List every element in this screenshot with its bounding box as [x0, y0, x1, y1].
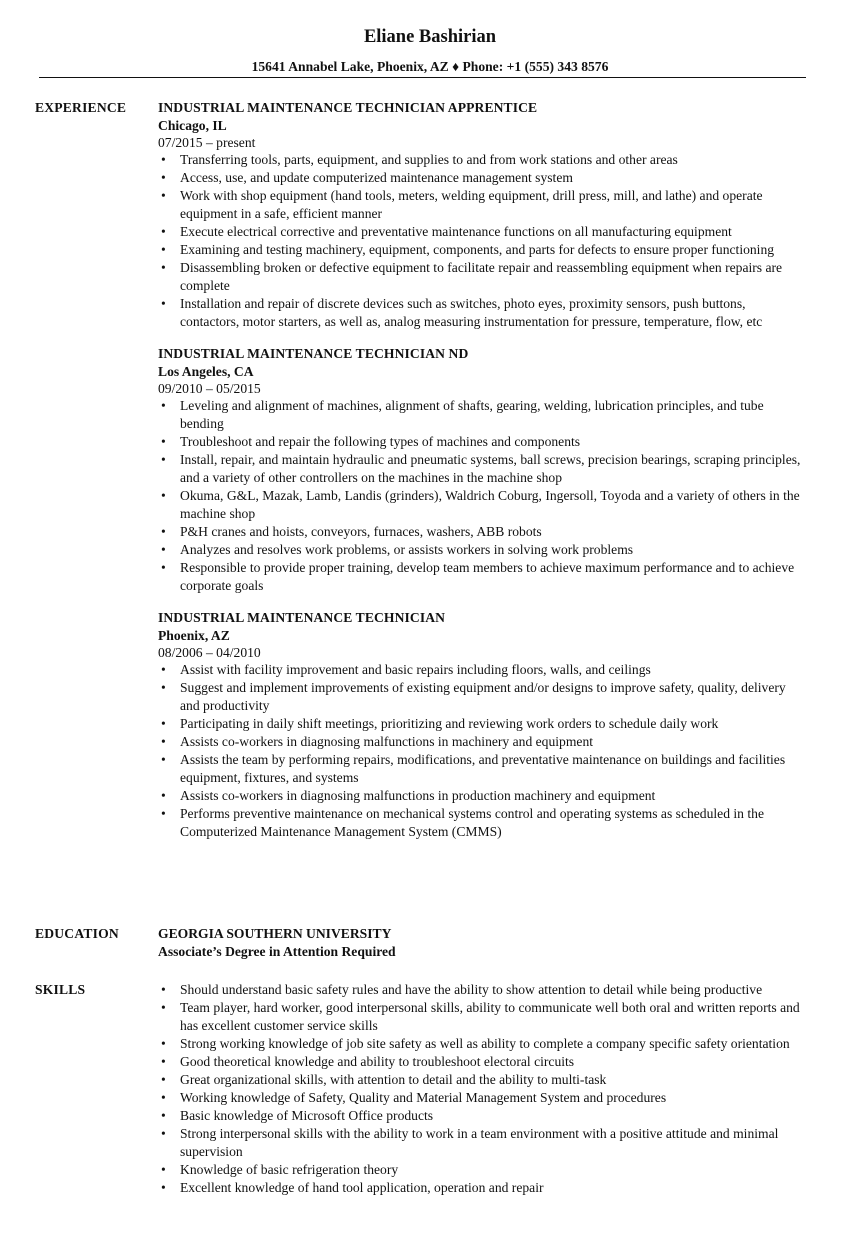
list-item: • Performs preventive maintenance on mechanical systems control and operating systems as scheduled in the Computerized Maintenance Management System (CMMS) [158, 805, 808, 841]
list-item: • P&H cranes and hoists, conveyors, furnaces, washers, ABB robots [158, 523, 808, 541]
list-item: • Access, use, and update computerized maintenance management system [158, 169, 808, 187]
list-item: • Responsible to provide proper training, develop team members to achieve maximum performance and to achieve corporate goals [158, 559, 808, 595]
candidate-name: Eliane Bashirian [363, 27, 497, 47]
skill-item: • Team player, hard worker, good interpersonal skills, ability to communicate well both oral and written reports and has excellent customer service skills [158, 999, 808, 1035]
job-dates: 09/2010 – 05/2015 [158, 381, 261, 396]
job-title: INDUSTRIAL MAINTENANCE TECHNICIAN APPRENTICE [158, 100, 538, 115]
skill-item: • Knowledge of basic refrigeration theory [158, 1161, 808, 1179]
job-entry [158, 345, 808, 595]
list-item: • Work with shop equipment (hand tools, meters, welding equipment, drill press, mill, and lathe) and operate equipment in a safe, efficient manner [158, 187, 808, 223]
skills-body [158, 981, 808, 1197]
skill-item: • Strong interpersonal skills with the ability to work in a team environment with a positive attitude and minimal supervision [158, 1125, 808, 1161]
list-item: • Analyzes and resolves work problems, or assists workers in solving work problems [158, 541, 808, 559]
job-responsibilities [158, 151, 808, 331]
job-entry [158, 609, 808, 841]
list-item: • Transferring tools, parts, equipment, and supplies to and from work stations and other areas [158, 151, 808, 169]
job-location: Phoenix, AZ [158, 628, 230, 643]
list-item: • Assists co-workers in diagnosing malfunctions in production machinery and equipment [158, 787, 808, 805]
skill-item: • Good theoretical knowledge and ability to troubleshoot electoral circuits [158, 1053, 808, 1071]
list-item: • Troubleshoot and repair the following types of machines and components [158, 433, 808, 451]
list-item: • Participating in daily shift meetings, prioritizing and reviewing work orders to schedule daily work [158, 715, 808, 733]
skills-heading: SKILLS [35, 982, 86, 997]
list-item: • Assists co-workers in diagnosing malfunctions in machinery and equipment [158, 733, 808, 751]
list-item: • Okuma, G&L, Mazak, Lamb, Landis (grinders), Waldrich Coburg, Ingersoll, Toyoda and a variety of others in the machine shop [158, 487, 808, 523]
header-divider [39, 77, 806, 78]
list-item: • Assists the team by performing repairs, modifications, and preventative maintenance on buildings and facilities equipment, fixtures, and systems [158, 751, 808, 787]
job-location: Chicago, IL [158, 118, 227, 133]
contact-line: 15641 Annabel Lake, Phoenix, AZ ♦ Phone: +1 (555) 343 8576 [251, 59, 609, 74]
job-responsibilities [158, 661, 808, 841]
skill-item: • Great organizational skills, with attention to detail and the ability to multi-task [158, 1071, 808, 1089]
skill-item: • Basic knowledge of Microsoft Office products [158, 1107, 808, 1125]
list-item: • Disassembling broken or defective equipment to facilitate repair and reassembling equipment when repairs are complete [158, 259, 808, 295]
job-location: Los Angeles, CA [158, 364, 254, 379]
list-item: • Install, repair, and maintain hydraulic and pneumatic systems, ball screws, precision bearings, scraping principles, and a variety of other controllers on the machines in the machine shop [158, 451, 808, 487]
skill-item: • Should understand basic safety rules and have the ability to show attention to detail while being productive [158, 981, 808, 999]
list-item: • Leveling and alignment of machines, alignment of shafts, gearing, welding, lubrication principles, and tube bending [158, 397, 808, 433]
degree: Associate’s Degree in Attention Required [158, 944, 396, 959]
job-title: INDUSTRIAL MAINTENANCE TECHNICIAN ND [158, 346, 469, 361]
education-body [158, 925, 808, 961]
skill-item: • Working knowledge of Safety, Quality and Material Management System and procedures [158, 1089, 808, 1107]
list-item: • Examining and testing machinery, equipment, components, and parts for defects to ensure proper functioning [158, 241, 808, 259]
list-item: • Installation and repair of discrete devices such as switches, photo eyes, proximity sensors, push buttons, contactors, motor starters, as well as, analog measuring instrumentation for pressure, temperature, flow, etc [158, 295, 808, 331]
list-item: • Assist with facility improvement and basic repairs including floors, walls, and ceilings [158, 661, 808, 679]
list-item: • Suggest and implement improvements of existing equipment and/or designs to improve safety, quality, delivery and productivity [158, 679, 808, 715]
skill-item: • Excellent knowledge of hand tool application, operation and repair [158, 1179, 808, 1197]
job-responsibilities [158, 397, 808, 595]
skills-list [158, 981, 808, 1197]
experience-list [158, 99, 808, 855]
experience-heading: EXPERIENCE [35, 100, 127, 115]
education-heading: EDUCATION [35, 926, 119, 941]
job-dates: 08/2006 – 04/2010 [158, 645, 261, 660]
skill-item: • Strong working knowledge of job site safety as well as ability to complete a company specific safety orientation [158, 1035, 808, 1053]
job-title: INDUSTRIAL MAINTENANCE TECHNICIAN [158, 610, 446, 625]
school-name: GEORGIA SOUTHERN UNIVERSITY [158, 926, 392, 941]
list-item: • Execute electrical corrective and preventative maintenance functions on all manufacturing equipment [158, 223, 808, 241]
job-entry [158, 99, 808, 331]
job-dates: 07/2015 – present [158, 135, 256, 150]
